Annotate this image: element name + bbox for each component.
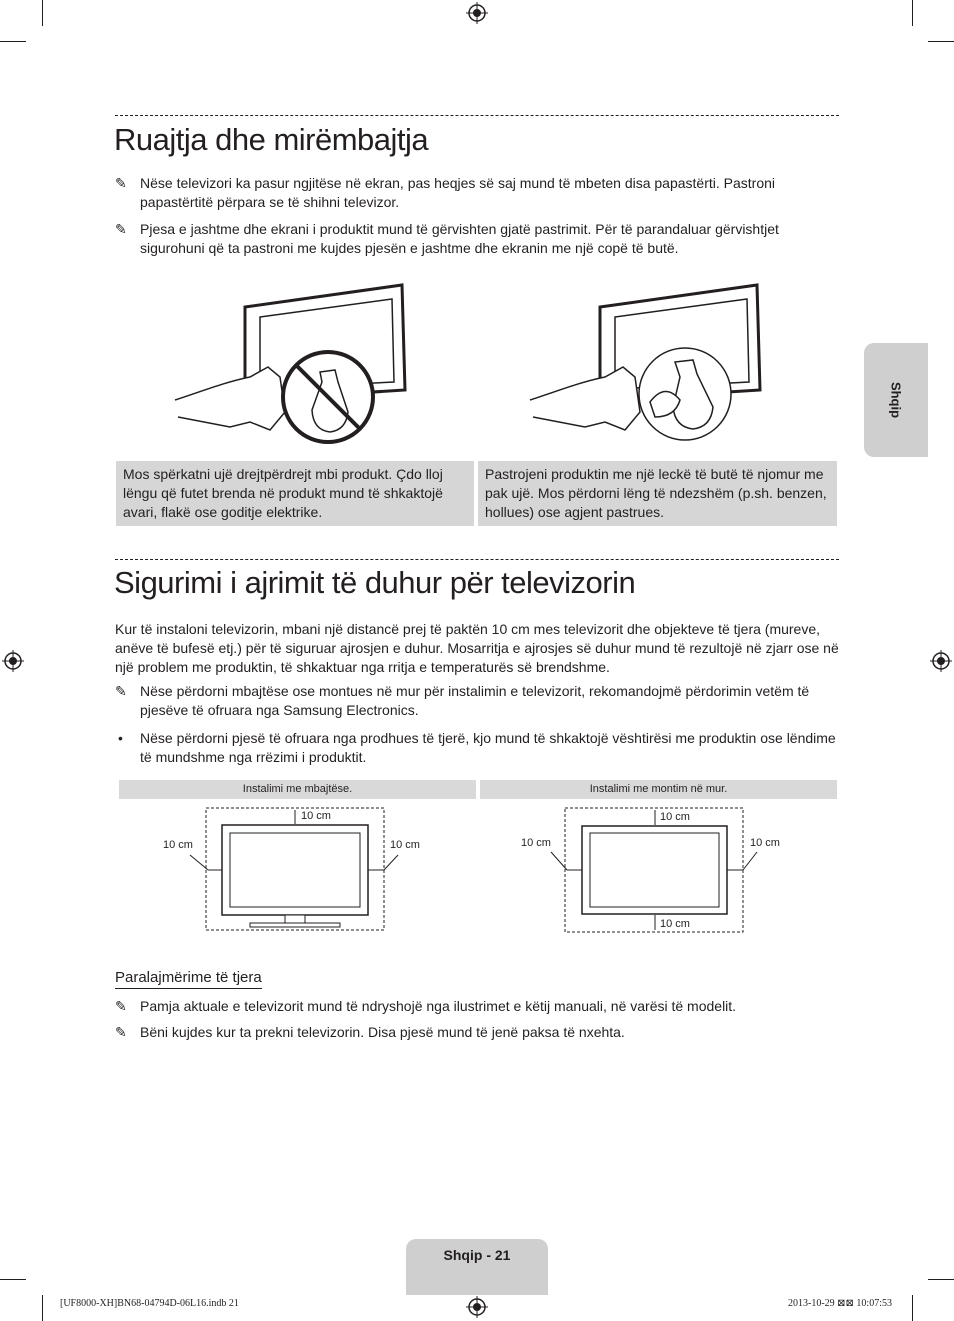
note-item: ✎ Pamja aktuale e televizorit mund të ndryshojë nga ilustrimet e këtij manuali, në varësi të modelit. [115, 998, 737, 1014]
caption-prohibited: Mos spërkatni ujë drejtpërdrejt mbi produkt. Çdo lloj lëngu që futet brenda në produkt mund të shkaktojë avari, flakë ose goditje elektrike. [116, 461, 474, 526]
crop-mark [0, 41, 26, 42]
stand-installation-diagram [150, 800, 440, 935]
pencil-note-icon: ✎ [115, 683, 127, 699]
bullet-icon: • [118, 730, 123, 746]
note-item: ✎ Nëse përdorni mbajtëse ose montues në mur për instalimin e televizorit, rekomandojmë përdorimin vetëm të pjesëve të ofruara nga Samsung Electronics. [115, 683, 810, 718]
crop-mark [912, 1295, 913, 1321]
note-item: ✎ Pjesa e jashtme dhe ekrani i produktit mund të gërvishten gjatë pastrimit. Për të parandaluar gërvishtjet sigurohuni që ta pastroni me kujdes pjesën e jashtme dhe ekranin me një copë të butë. [115, 221, 779, 256]
dimension-label: 10 cm [660, 811, 690, 823]
section-title-care: Ruajtja dhe mirëmbajtja [114, 122, 429, 157]
pencil-note-icon: ✎ [115, 175, 127, 191]
tv-cleaning-prohibited-illustration [170, 282, 410, 452]
section-title-ventilation: Sigurimi i ajrimit të duhur për televizorin [114, 565, 636, 600]
page-number-tab: Shqip - 21 [406, 1239, 548, 1295]
dimension-label: 10 cm [390, 839, 420, 851]
ventilation-paragraph: Kur të instaloni televizorin, mbani një distancë prej të paktën 10 cm mes televizorit dhe objekteve të tjera (mureve, anëve të bufesë etj.) për të siguruar ajrosjen e duhur. Mosarritja e ajrosjes së duhur mund të rezultojë në zjarr ose në një problem me produktin, të shkaktuar nga rritja e temperaturës së brendshme. [115, 621, 839, 675]
crop-mark [928, 41, 954, 42]
section-divider [115, 115, 839, 116]
registration-mark-icon [930, 650, 952, 672]
diagram-title-wall: Instalimi me montim në mur. [480, 780, 837, 799]
tv-cleaning-allowed-illustration [525, 282, 765, 452]
caption-allowed: Pastrojeni produktin me një leckë të butë të njomur me pak ujë. Mos përdorni lëng të ndezshëm (p.sh. benzen, hollues) ose agjent pastrues. [478, 461, 837, 526]
note-item: ✎ Bëni kujdes kur ta prekni televizorin. Disa pjesë mund të jenë paksa të nxehta. [115, 1024, 625, 1040]
crop-mark [0, 1279, 26, 1280]
crop-mark [928, 1279, 954, 1280]
crop-mark [42, 0, 43, 26]
crop-mark [912, 0, 913, 26]
diagram-title-stand: Instalimi me mbajtëse. [119, 780, 476, 799]
pencil-note-icon: ✎ [115, 221, 127, 237]
other-warnings-heading: Paralajmërime të tjera [115, 969, 262, 989]
dimension-label: 10 cm [301, 810, 331, 822]
registration-mark-icon [466, 1296, 488, 1318]
pencil-note-icon: ✎ [115, 998, 127, 1014]
footer-file-info: [UF8000-XH]BN68-04794D-06L16.indb 21 [60, 1298, 239, 1309]
dimension-label: 10 cm [163, 839, 193, 851]
note-item: ✎ Nëse televizori ka pasur ngjitëse në ekran, pas heqjes së saj mund të mbeten disa papastërti. Pastroni papastërtitë përpara se të shihni televizor. [115, 175, 776, 210]
footer-timestamp: 2013-10-29 ⊠⊠ 10:07:53 [788, 1298, 892, 1309]
dimension-label: 10 cm [750, 837, 780, 849]
dimension-label: 10 cm [660, 918, 690, 930]
dimension-label: 10 cm [521, 837, 551, 849]
language-side-tab-label: Shqip [888, 381, 904, 419]
language-side-tab [864, 343, 928, 457]
registration-mark-icon [466, 2, 488, 24]
bullet-item: • Nëse përdorni pjesë të ofruara nga prodhues të tjerë, kjo mund të shkaktojë vështirësi me produktin ose lëndime të mundshme nga rrëzimi i produktit. [118, 730, 836, 765]
pencil-note-icon: ✎ [115, 1024, 127, 1040]
registration-mark-icon [2, 650, 24, 672]
section-divider [115, 559, 839, 560]
crop-mark [42, 1295, 43, 1321]
